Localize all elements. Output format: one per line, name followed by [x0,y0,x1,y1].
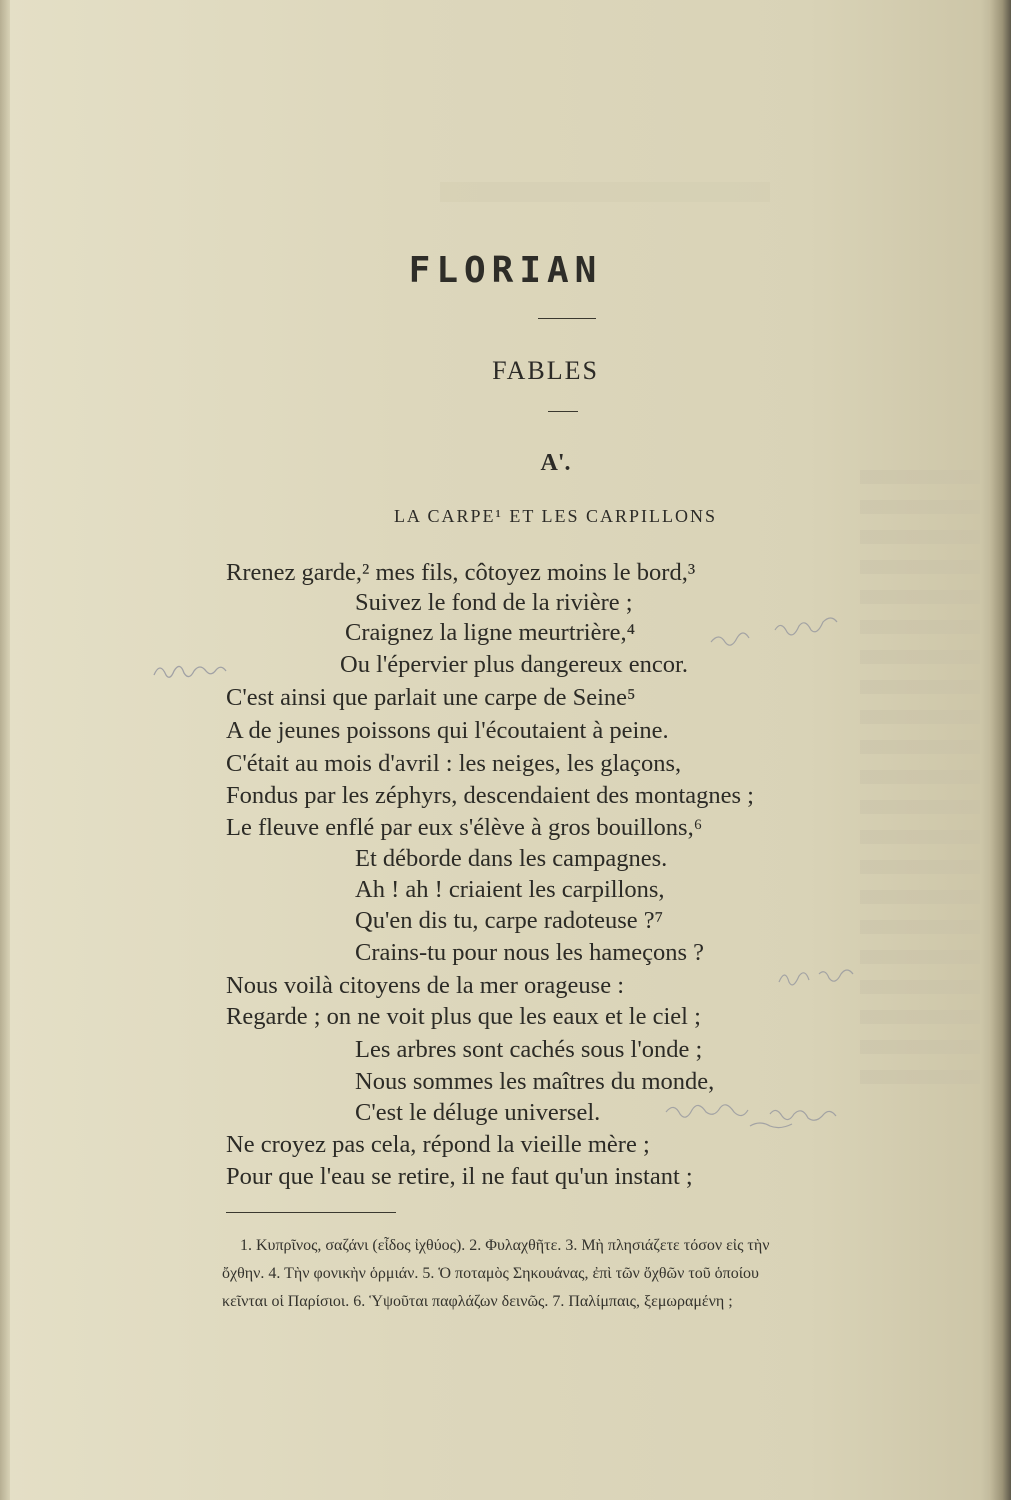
footnote-rule [226,1212,396,1213]
verse-line: Pour que l'eau se retire, il ne faut qu'un instant ; [226,1163,693,1190]
section-heading: FABLES [492,356,599,385]
fable-title: LA CARPE¹ ET LES CARPILLONS [393,506,718,526]
verse-line: C'est le déluge universel. [355,1099,601,1126]
footnotes [222,1232,886,1322]
verse-line: Le fleuve enflé par eux s'élève à gros bouillons,⁶ [226,814,703,841]
verse-line: C'est ainsi que parlait une carpe de Seine⁵ [226,684,636,711]
title-rule [538,318,596,319]
verse-line: Ou l'épervier plus dangereux encor. [340,651,688,678]
footnote-line: κεῖνται οἱ Παρίσιοι. 6. Ὑψοῦται παφλάζων δεινῶς. 7. Παλίμπαις, ξεμωραμένη ; [222,1293,733,1310]
pencil-annotation-right [705,612,875,652]
verse-line: Suivez le fond de la rivière ; [355,589,633,616]
verse-line: Crains-tu pour nous les hameçons ? [355,939,705,966]
fable-number: A'. [540,450,571,476]
verse-line: Les arbres sont cachés sous l'onde ; [355,1036,703,1063]
page-right-edge [989,0,1011,1500]
pencil-annotation-right [775,960,865,990]
verse-line: A de jeunes poissons qui l'écoutaient à peine. [226,717,669,744]
verse-line: Ne croyez pas cela, répond la vieille mère ; [226,1131,650,1158]
footnote-line: ὄχθην. 4. Τὴν φονικὴν ὁρμιάν. 5. Ὁ ποταμὸς Σηκουάνας, ἐπὶ τῶν ὄχθῶν τοῦ ὁποίου [222,1265,759,1282]
verse-line: Qu'en dis tu, carpe radoteuse ?⁷ [355,907,664,934]
author-heading: FLORIAN [408,250,603,291]
verse-line: Fondus par les zéphyrs, descendaient des montagnes ; [226,782,754,809]
verse-line: Nous voilà citoyens de la mer orageuse : [226,972,625,999]
verse-line: C'était au mois d'avril : les neiges, les glaçons, [226,750,682,777]
section-rule [548,411,578,412]
pencil-annotation-left [150,655,240,685]
verse-line: Craignez la ligne meurtrière,⁴ [345,619,636,646]
verse-line: Et déborde dans les campagnes. [355,845,668,872]
verse-line: Nous sommes les maîtres du monde, [355,1068,715,1095]
footnote-line: 1. Κυπρῖνος, σαζάνι (εἶδος ἰχθύος). 2. Φυλαχθῆτε. 3. Μὴ πλησιάζετε τόσον εἰς τὴν [240,1237,770,1254]
show-through-text [440,182,770,202]
verse-line: Ah ! ah ! criaient les carpillons, [355,876,665,903]
verse-line: Regarde ; on ne voit plus que les eaux et le ciel ; [226,1003,701,1030]
verse-line: Rrenez garde,² mes fils, côtoyez moins le bord,³ [226,559,696,586]
page-left-edge [0,0,10,1500]
pencil-annotation-right [660,1090,890,1135]
show-through-text [860,470,980,1090]
